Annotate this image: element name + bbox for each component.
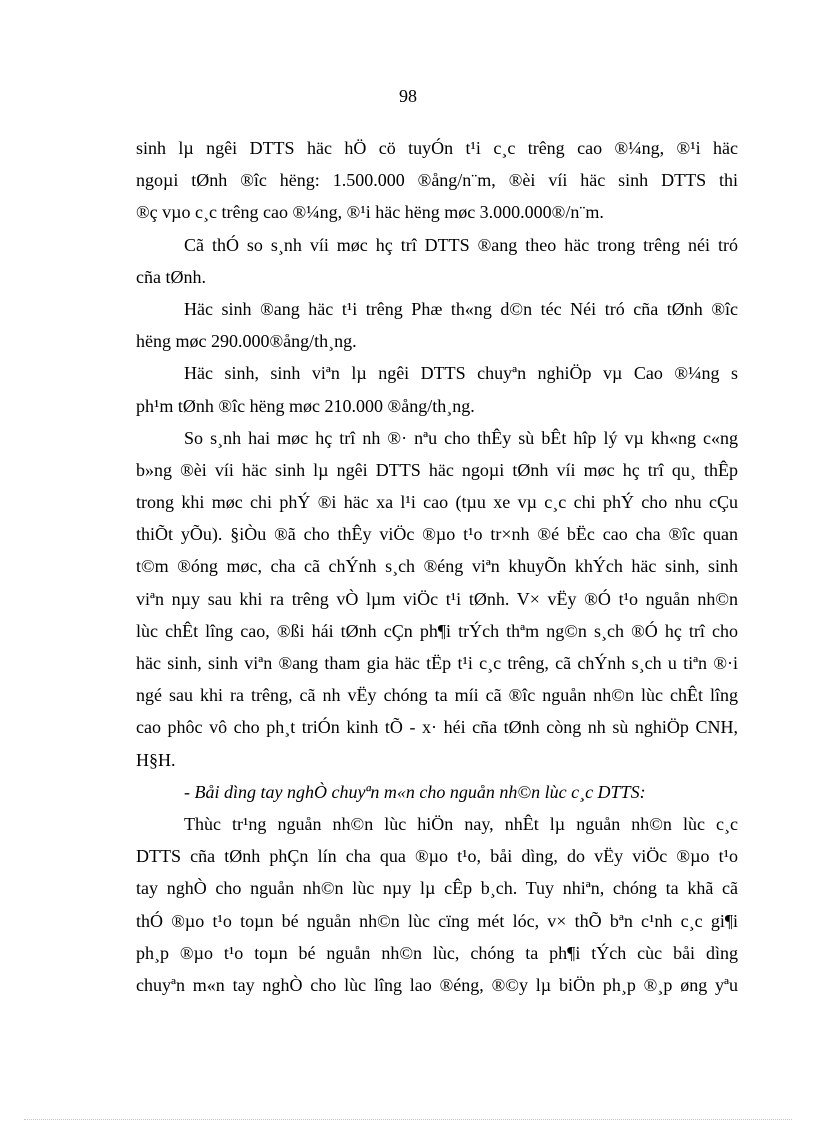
text-line: ngé sau khi ra trêng, cã nh vËy chóng ta míi cã ®îc nguån nh©n lùc chÊt lîng [136,685,738,706]
text-line: thiÕt yÕu). §iÒu ®ã cho thÊy viÖc ®µo t¹o tr×nh ®é bËc cao cha ®îc quan [136,524,738,545]
text-line: So s¸nh hai møc hç trî nh ®· nªu cho thÊy sù bÊt hîp lý vµ kh«ng c«ng [184,427,738,448]
text-line: Häc sinh ®ang häc t¹i trêng Phæ th«ng d©n téc Néi tró cña tØnh ®îc [184,298,738,319]
text-line: tay nghÒ cho nguån nh©n lùc nµy lµ cÊp b¸ch. Tuy nhiªn, chóng ta khã cã [136,878,738,899]
text-line: cao phôc vô cho ph¸t triÓn kinh tÕ - x· héi cña tØnh còng nh sù nghiÖp CNH, [136,717,738,738]
text-line: trong khi møc chi phÝ ®i häc xa l¹i cao (tµu xe vµ c¸c chi phÝ cho nhu cÇu [136,492,738,513]
text-line: Häc sinh, sinh viªn lµ ngêi DTTS chuyªn nghiÖp vµ Cao ®¼ng s [184,363,738,384]
text-line: thÓ ®µo t¹o toµn bé nguån nh©n lùc cïng mét lóc, v× thÕ bªn c¹nh c¸c gi¶i [136,910,738,931]
text-line: cña tØnh. [136,266,206,287]
text-line: häc sinh, sinh viªn ®ang tham gia häc tËp t¹i c¸c trêng, cã chÝnh s¸ch u tiªn ®·i [136,653,738,673]
text-line: ®ç vµo c¸c trêng cao ®¼ng, ®¹i häc hëng møc 3.000.000®/n¨m. [136,202,604,223]
text-line: ph¹m tØnh ®îc hëng møc 210.000 ®ång/th¸ng. [136,395,475,416]
text-line: Thùc tr¹ng nguån nh©n lùc hiÖn nay, nhÊt lµ nguån nh©n lùc c¸c [184,813,738,834]
text-line: ngoµi tØnh ®îc hëng: 1.500.000 ®ång/n¨m, ®èi víi häc sinh DTTS thi [136,170,738,191]
text-line: sinh lµ ngêi DTTS häc hÖ cö tuyÓn t¹i c¸c trêng cao ®¼ng, ®¹i häc [136,138,738,158]
text-line: DTTS cña tØnh phÇn lín cha qua ®µo t¹o, båi dìng, do vËy viÖc ®µo t¹o [136,846,738,867]
text-line: Cã thÓ so s¸nh víi møc hç trî DTTS ®ang theo häc trong trêng néi tró [184,234,738,255]
page-number: 98 [399,86,417,106]
text-line: lùc chÊt lîng cao, ®ßi hái tØnh cÇn ph¶i trÝch thªm ng©n s¸ch ®Ó hç trî cho [136,620,738,641]
text-line: hëng møc 290.000®ång/th¸ng. [136,331,357,352]
text-line: b»ng ®èi víi häc sinh lµ ngêi DTTS häc ngoµi tØnh víi møc hç trî qu¸ thÊp [136,459,738,480]
text-line: viªn nµy sau khi ra trêng vÒ lµm viÖc t¹i tØnh. V× vËy ®Ó t¹o nguån nh©n [136,588,738,609]
text-line: - Båi dìng tay nghÒ chuyªn m«n cho nguån nh©n lùc c¸c DTTS: [184,781,646,802]
page-bottom-rule [24,1119,792,1120]
text-line: chuyªn m«n tay nghÒ cho lùc lîng lao ®éng, ®©y lµ biÖn ph¸p ®¸p øng yªu [136,974,738,995]
text-line: ph¸p ®µo t¹o toµn bé nguån nh©n lùc, chóng ta ph¶i tÝch cùc båi dìng [136,942,738,963]
text-line: t©m ®óng møc, cha cã chÝnh s¸ch ®éng viªn khuyÕn khÝch häc sinh, sinh [136,556,738,577]
document-body [136,132,738,1001]
text-line: H§H. [136,749,176,770]
